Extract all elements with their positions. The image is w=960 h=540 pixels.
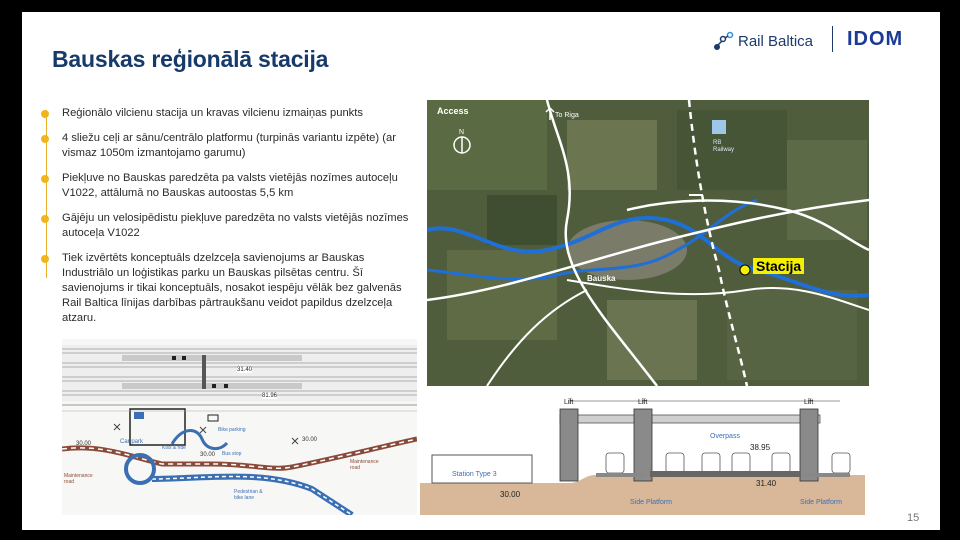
- plan-elevation-label: 30.00: [302, 437, 318, 443]
- section-overpass-label: Overpass: [710, 433, 740, 440]
- map-rb-label: RB Railway: [713, 140, 735, 153]
- slide-title: Bauskas reģionālā stacija: [52, 46, 329, 72]
- plan-elevation-label: 30.00: [200, 452, 216, 458]
- section-overpass-elevation: 38.95: [750, 443, 771, 452]
- bullet-text: 4 sliežu ceļi ar sānu/centrālo platformu (turpinās variantu izpēte) (ar vismaz 1050m izmantojamo garumu): [62, 132, 396, 159]
- page-number: 15: [907, 512, 920, 524]
- section-ground-elevation: 30.00: [500, 490, 521, 499]
- section-lift-label: Lift: [638, 399, 648, 406]
- bullet-dot-icon: [41, 110, 49, 118]
- bullet-item: [42, 106, 417, 121]
- bullet-text: Piekļuve no Bauskas paredzēta pa valsts vietējās nozīmes autoceļu V1022, attālumā no Bauskas autoostas 5,5 km: [62, 172, 398, 199]
- section-track-elevation: 31.40: [756, 479, 777, 488]
- bullet-dot-icon: [41, 255, 49, 263]
- bullet-list: [42, 106, 417, 336]
- bullet-item: [42, 251, 417, 326]
- section-lift-label: Lift: [564, 399, 574, 406]
- section-lift-label: Lift: [804, 399, 814, 406]
- plan-ped-bike-lane-label: Pedestrian & bike lane: [234, 489, 263, 501]
- plan-bike-parking-label: Bike parking: [218, 427, 246, 433]
- plan-elevation-label: 30.00: [76, 441, 92, 447]
- plan-bus-stop-label: Bus stop: [222, 451, 242, 457]
- bullet-text: Tiek izvērtēts konceptuāls dzelzceļa savienojums ar Bauskas Industriālo un loģistikas parku un Bauskas pilsētas centru. Šī savienojums ir tikai konceptuāls, nosakot iespēju vēlāk bez galvenās Rail Baltica līnijas darbības pārtraukšanu veidot papildus dzelzceļa atzaru.: [62, 252, 402, 324]
- bullet-item: [42, 171, 417, 201]
- section-station-type-label: Station Type 3: [452, 471, 497, 478]
- bullet-dot-icon: [41, 135, 49, 143]
- plan-maintenance-road-label: Maintenance road: [350, 459, 379, 471]
- station-site-plan: [62, 339, 417, 515]
- rail-baltica-logo: [712, 30, 813, 52]
- plan-maintenance-road-label: Maintenance road: [64, 473, 93, 485]
- plan-car-park-label: Car park: [120, 439, 144, 445]
- rail-baltica-logo-icon: [712, 30, 734, 52]
- section-side-platform-label: Side Platform: [800, 499, 843, 506]
- slide: [22, 12, 940, 530]
- idom-logo: IDOM: [847, 28, 904, 50]
- satellite-map-drawing: [427, 100, 869, 386]
- bullet-dot-icon: [41, 215, 49, 223]
- bullet-item: [42, 211, 417, 241]
- map-town-label: Bauska: [587, 274, 616, 283]
- logo-divider: [832, 26, 833, 52]
- bullet-text: Reģionālo vilcienu stacija un kravas vilcienu izmaiņas punkts: [62, 107, 363, 119]
- plan-elevation-label: 81.96: [262, 393, 278, 399]
- bullet-dot-icon: [41, 175, 49, 183]
- bullet-text: Gājēju un velosipēdistu piekļuve paredzēta no valsts vietējās nozīmes autoceļa V1022: [62, 212, 409, 239]
- map-access-label: Access: [437, 106, 469, 116]
- map-station-label: Stacija: [753, 258, 804, 274]
- rail-baltica-logo-text: Rail Baltica: [738, 32, 814, 50]
- station-cross-section: [420, 395, 865, 515]
- map-north-label: N: [459, 129, 465, 136]
- plan-elevation-label: 31.40: [237, 367, 253, 373]
- map-to-riga-label: To Riga: [555, 112, 579, 119]
- bullet-item: [42, 131, 417, 161]
- satellite-map: [427, 100, 869, 386]
- section-side-platform-label: Side Platform: [630, 499, 673, 506]
- plan-drop-off-label: Kiss & ride: [162, 445, 186, 451]
- cross-section-drawing: [420, 395, 865, 515]
